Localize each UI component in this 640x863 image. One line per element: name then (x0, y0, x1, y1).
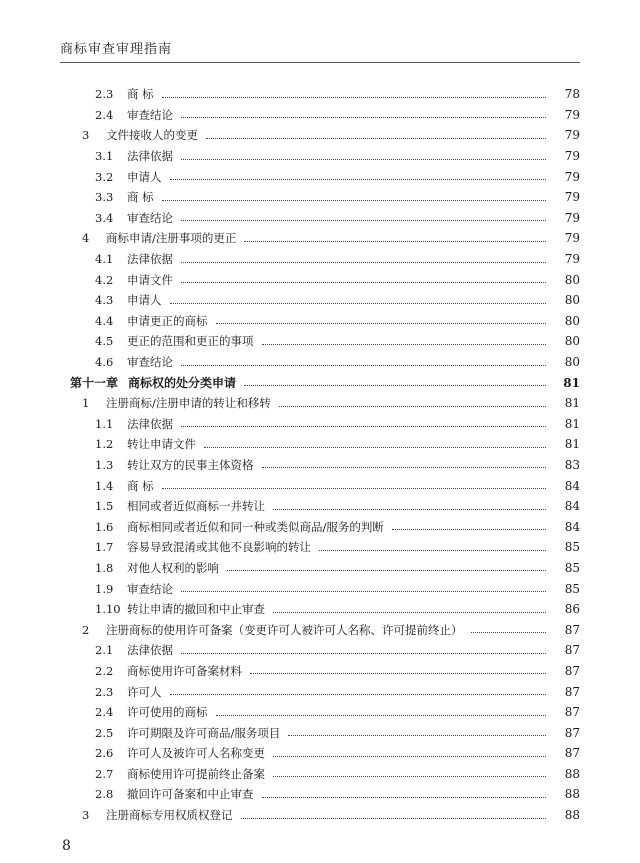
toc-entry (0, 228, 640, 249)
toc-entry-title: 申请人 (127, 293, 162, 308)
toc-entry (0, 805, 640, 826)
dot-leader (204, 447, 546, 448)
toc-entry-page: 87 (564, 746, 580, 761)
toc-entry-page: 80 (564, 313, 580, 328)
toc-entry-title: 申请文件 (127, 272, 173, 287)
toc-entry-title: 许可人及被许可人名称变更 (127, 746, 265, 761)
toc-entry-page: 78 (564, 87, 580, 102)
toc-entry-page: 80 (564, 293, 580, 308)
toc-entry-number: 4.1 (95, 252, 114, 267)
toc-entry-page: 81 (564, 416, 580, 431)
dot-leader (162, 488, 546, 489)
toc-entry-page: 79 (564, 128, 580, 143)
toc-entry (0, 311, 640, 332)
toc-entry-title: 注册商标的使用许可备案（变更许可人被许可人名称、许可提前终止） (106, 622, 463, 637)
toc-entry-number: 2 (82, 622, 90, 637)
dot-leader (262, 467, 547, 468)
toc-entry-title: 相同或者近似商标一并转让 (127, 499, 265, 514)
toc-entry-number: 2.1 (95, 643, 114, 658)
toc-entry-title: 文件接收人的变更 (106, 128, 198, 143)
toc-entry-page: 79 (564, 107, 580, 122)
toc-entry (0, 290, 640, 311)
toc-entry-title: 转让双方的民事主体资格 (127, 457, 254, 472)
toc-entry-number: 4.2 (95, 272, 114, 287)
toc-entry-title: 法律依据 (127, 149, 173, 164)
toc-entry (0, 455, 640, 476)
dot-leader (181, 159, 546, 160)
toc-entry (0, 187, 640, 208)
toc-entry (0, 640, 640, 661)
toc-entry-page: 88 (564, 808, 580, 823)
toc-entry-page: 86 (564, 602, 580, 617)
toc-entry-title: 商 标 (127, 190, 154, 205)
toc-entry-number: 1.3 (95, 457, 114, 472)
dot-leader (216, 715, 547, 716)
toc-entry-page: 81 (564, 396, 580, 411)
toc-entry-number: 1.8 (95, 560, 114, 575)
toc-entry (0, 764, 640, 785)
toc-entry-number: 1.7 (95, 540, 114, 555)
toc-entry (0, 702, 640, 723)
toc-entry-page: 87 (564, 684, 580, 699)
toc-entry-page: 79 (564, 149, 580, 164)
dot-leader (216, 323, 547, 324)
toc-entry-title: 商标相同或者近似和同一种或类似商品/服务的判断 (127, 519, 384, 534)
toc-entry-page: 87 (564, 725, 580, 740)
toc-entry (0, 619, 640, 640)
dot-leader (181, 653, 546, 654)
toc-entry-title: 容易导致混淆或其他不良影响的转让 (127, 540, 311, 555)
toc-entry-page: 81 (564, 437, 580, 452)
toc-entry-page: 79 (564, 210, 580, 225)
dot-leader (273, 509, 546, 510)
toc-entry-page: 85 (564, 560, 580, 575)
toc-entry (0, 331, 640, 352)
toc-entry-title: 审查结论 (127, 355, 173, 370)
toc-entry-title: 许可使用的商标 (127, 705, 208, 720)
dot-leader (170, 303, 547, 304)
toc-entry-page: 87 (564, 663, 580, 678)
toc-entry-number: 3.1 (95, 149, 114, 164)
toc-entry-number: 2.5 (95, 725, 114, 740)
toc-entry-title: 许可人 (127, 684, 162, 699)
toc-entry-page: 87 (564, 643, 580, 658)
toc-entry-page: 87 (564, 622, 580, 637)
header-rule (60, 62, 580, 63)
toc-entry (0, 166, 640, 187)
toc-entry-title: 法律依据 (127, 416, 173, 431)
toc-entry-number: 第十一章 (70, 376, 119, 391)
toc-entry (0, 105, 640, 126)
toc-entry-page: 80 (564, 334, 580, 349)
toc-entry-title: 转让申请的撤回和中止审查 (127, 602, 265, 617)
toc-entry-title: 转让申请文件 (127, 437, 196, 452)
toc-entry (0, 496, 640, 517)
toc-entry-title: 更正的范围和更正的事项 (127, 334, 254, 349)
toc-entry-number: 2.3 (95, 87, 114, 102)
toc-entry-page: 85 (564, 540, 580, 555)
toc-entry (0, 414, 640, 435)
toc-entry (0, 125, 640, 146)
toc-entry (0, 434, 640, 455)
dot-leader (262, 344, 547, 345)
toc-entry-title: 许可期限及许可商品/服务项目 (127, 725, 281, 740)
table-of-contents (0, 84, 640, 825)
toc-entry-number: 1.4 (95, 478, 114, 493)
toc-entry-title: 商标使用许可提前终止备案 (127, 766, 265, 781)
toc-entry-number: 3.2 (95, 169, 114, 184)
toc-entry-number: 1.9 (95, 581, 114, 596)
dot-leader (244, 241, 546, 242)
dot-leader (273, 776, 546, 777)
toc-entry-title: 法律依据 (127, 643, 173, 658)
toc-entry-number: 1.10 (95, 602, 121, 617)
dot-leader (241, 818, 547, 819)
toc-entry-title: 商标使用许可备案材料 (127, 663, 242, 678)
toc-entry (0, 722, 640, 743)
toc-entry-page: 84 (564, 499, 580, 514)
dot-leader (227, 570, 546, 571)
toc-entry (0, 784, 640, 805)
toc-entry-page: 79 (564, 169, 580, 184)
toc-entry-title: 注册商标专用权质权登记 (106, 808, 233, 823)
dot-leader (319, 550, 546, 551)
toc-entry (0, 352, 640, 373)
toc-entry (0, 249, 640, 270)
dot-leader (181, 591, 546, 592)
toc-entry-number: 1.5 (95, 499, 114, 514)
dot-leader (162, 200, 546, 201)
dot-leader (471, 632, 547, 633)
dot-leader (170, 694, 547, 695)
toc-entry-number: 2.7 (95, 766, 114, 781)
toc-entry-title: 商 标 (127, 478, 154, 493)
toc-entry-number: 1.1 (95, 416, 114, 431)
toc-entry (0, 269, 640, 290)
toc-entry-number: 2.6 (95, 746, 114, 761)
toc-entry-number: 4 (82, 231, 90, 246)
toc-entry-page: 81 (563, 375, 580, 390)
toc-entry-number: 3.3 (95, 190, 114, 205)
toc-entry (0, 537, 640, 558)
dot-leader (181, 117, 546, 118)
toc-entry-title: 商标权的处分类申请 (128, 376, 237, 391)
toc-entry (0, 681, 640, 702)
toc-entry-page: 84 (564, 519, 580, 534)
toc-entry-number: 2.4 (95, 705, 114, 720)
toc-entry-number: 3 (82, 808, 90, 823)
toc-entry (0, 558, 640, 579)
toc-entry-page: 84 (564, 478, 580, 493)
toc-entry-title: 撤回许可备案和中止审查 (127, 787, 254, 802)
toc-entry-title: 注册商标/注册申请的转让和移转 (106, 396, 271, 411)
toc-entry-number: 3 (82, 128, 90, 143)
toc-entry (0, 393, 640, 414)
dot-leader (181, 426, 546, 427)
toc-entry-number: 4.5 (95, 334, 114, 349)
dot-leader (392, 529, 546, 530)
toc-entry (0, 475, 640, 496)
running-header: 商标审查审理指南 (60, 42, 173, 57)
toc-entry-page: 83 (564, 457, 580, 472)
toc-entry-title: 申请人 (127, 169, 162, 184)
toc-entry-number: 1 (82, 396, 90, 411)
toc-entry-number: 4.3 (95, 293, 114, 308)
toc-entry (0, 661, 640, 682)
toc-entry-page: 87 (564, 705, 580, 720)
toc-entry-title: 申请更正的商标 (127, 313, 208, 328)
page-number: 8 (62, 838, 71, 854)
toc-chapter-entry (0, 372, 640, 393)
toc-entry-page: 85 (564, 581, 580, 596)
toc-entry (0, 208, 640, 229)
dot-leader (250, 673, 546, 674)
dot-leader (262, 797, 547, 798)
toc-entry-number: 2.8 (95, 787, 114, 802)
toc-entry-title: 审查结论 (127, 107, 173, 122)
toc-entry-page: 79 (564, 231, 580, 246)
dot-leader (244, 385, 546, 386)
dot-leader (181, 282, 546, 283)
toc-entry-number: 2.3 (95, 684, 114, 699)
dot-leader (273, 756, 546, 757)
dot-leader (181, 262, 546, 263)
toc-entry (0, 578, 640, 599)
toc-entry-page: 80 (564, 272, 580, 287)
toc-entry-number: 4.6 (95, 355, 114, 370)
toc-entry-page: 79 (564, 252, 580, 267)
toc-entry-title: 商标申请/注册事项的更正 (106, 231, 237, 246)
dot-leader (162, 97, 546, 98)
toc-entry-number: 3.4 (95, 210, 114, 225)
toc-entry (0, 599, 640, 620)
dot-leader (273, 612, 546, 613)
toc-entry-number: 1.2 (95, 437, 114, 452)
toc-entry-page: 80 (564, 355, 580, 370)
toc-entry-title: 审查结论 (127, 581, 173, 596)
toc-entry-number: 2.4 (95, 107, 114, 122)
toc-entry (0, 146, 640, 167)
dot-leader (170, 179, 547, 180)
toc-entry (0, 516, 640, 537)
toc-entry-page: 79 (564, 190, 580, 205)
dot-leader (288, 735, 546, 736)
toc-entry-number: 2.2 (95, 663, 114, 678)
dot-leader (206, 138, 546, 139)
toc-entry (0, 743, 640, 764)
toc-entry-page: 88 (564, 787, 580, 802)
toc-entry (0, 84, 640, 105)
toc-entry-number: 1.6 (95, 519, 114, 534)
dot-leader (181, 220, 546, 221)
toc-entry-title: 审查结论 (127, 210, 173, 225)
toc-entry-title: 商 标 (127, 87, 154, 102)
dot-leader (279, 406, 546, 407)
toc-entry-title: 法律依据 (127, 252, 173, 267)
toc-entry-number: 4.4 (95, 313, 114, 328)
toc-entry-title: 对他人权利的影响 (127, 560, 219, 575)
toc-entry-page: 88 (564, 766, 580, 781)
dot-leader (181, 365, 546, 366)
